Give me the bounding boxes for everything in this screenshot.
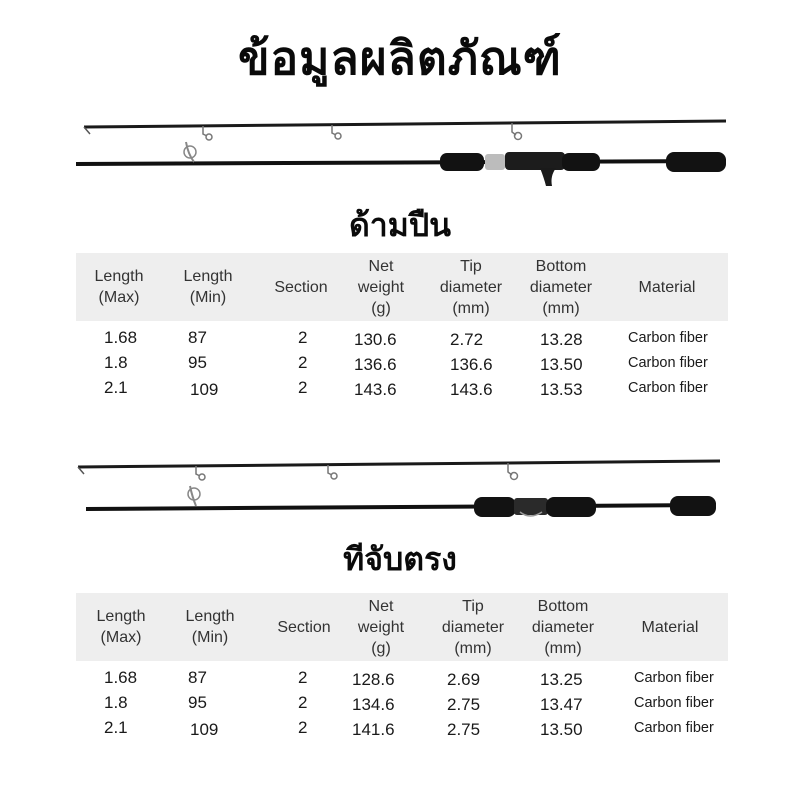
col-header-net-weight: Net weight (g)	[357, 597, 405, 657]
cell-tip-diameter: 2.75	[447, 720, 481, 739]
col-header-section: Section	[277, 618, 331, 636]
col-header-section: Section	[274, 278, 328, 296]
cell-length-max: 2.1	[104, 718, 128, 737]
col-header-tip-diameter: Tip diameter (mm)	[441, 597, 505, 657]
col-header-length-max: Length (Max)	[94, 268, 144, 306]
cell-bottom-diameter: 13.25	[540, 670, 583, 689]
cell-net-weight: 141.6	[352, 720, 395, 739]
cell-length-min: 109	[190, 720, 219, 739]
cell-length-max: 1.8	[104, 693, 128, 712]
spec-table-header-casting	[76, 253, 728, 321]
cell-net-weight: 143.6	[354, 380, 397, 399]
cell-length-max: 2.1	[104, 378, 128, 397]
cell-tip-diameter: 2.69	[447, 670, 481, 689]
cell-bottom-diameter: 13.53	[540, 380, 583, 399]
cell-length-min: 95	[188, 353, 207, 372]
cell-tip-diameter: 2.72	[450, 330, 484, 349]
cell-length-max: 1.68	[104, 328, 138, 347]
cell-net-weight: 134.6	[352, 695, 395, 714]
spec-table-header-spinning	[76, 593, 728, 661]
col-header-length-min: Length (Min)	[183, 268, 233, 306]
cell-bottom-diameter: 13.50	[540, 355, 583, 374]
spinning-rod-image	[0, 452, 800, 522]
cell-length-min: 95	[188, 693, 207, 712]
page-title: ข้อมูลผลิตภัณฑ์	[238, 31, 562, 85]
cell-material: Carbon fiber	[634, 720, 714, 736]
cell-tip-diameter: 2.75	[447, 695, 481, 714]
casting-rod-image	[0, 112, 800, 192]
cell-material: Carbon fiber	[634, 695, 714, 711]
cell-length-max: 1.8	[104, 353, 128, 372]
cell-section: 2	[298, 668, 308, 687]
cell-section: 2	[298, 353, 308, 372]
cell-length-min: 109	[190, 380, 219, 399]
cell-length-min: 87	[188, 668, 207, 687]
cell-length-min: 87	[188, 328, 207, 347]
section-title-casting: ด้ามปืน	[348, 206, 452, 244]
cell-length-max: 1.68	[104, 668, 138, 687]
cell-section: 2	[298, 378, 308, 397]
cell-section: 2	[298, 693, 308, 712]
col-header-material: Material	[641, 618, 699, 636]
cell-net-weight: 130.6	[354, 330, 397, 349]
col-header-tip-diameter: Tip diameter (mm)	[439, 257, 503, 317]
cell-bottom-diameter: 13.50	[540, 720, 583, 739]
cell-section: 2	[298, 718, 308, 737]
cell-net-weight: 136.6	[354, 355, 397, 374]
col-header-material: Material	[638, 278, 696, 296]
cell-material: Carbon fiber	[628, 380, 708, 396]
col-header-length-min: Length (Min)	[185, 608, 235, 646]
cell-tip-diameter: 143.6	[450, 380, 493, 399]
col-header-bottom-diameter: Bottom diameter (mm)	[529, 257, 593, 317]
col-header-net-weight: Net weight (g)	[357, 257, 405, 317]
cell-material: Carbon fiber	[634, 670, 714, 686]
col-header-bottom-diameter: Bottom diameter (mm)	[531, 597, 595, 657]
cell-net-weight: 128.6	[352, 670, 395, 689]
cell-bottom-diameter: 13.47	[540, 695, 583, 714]
col-header-length-max: Length (Max)	[96, 608, 146, 646]
cell-bottom-diameter: 13.28	[540, 330, 583, 349]
cell-material: Carbon fiber	[628, 330, 708, 346]
cell-tip-diameter: 136.6	[450, 355, 493, 374]
cell-material: Carbon fiber	[628, 355, 708, 371]
section-title-spinning: ทีจับตรง	[343, 540, 457, 578]
cell-section: 2	[298, 328, 308, 347]
